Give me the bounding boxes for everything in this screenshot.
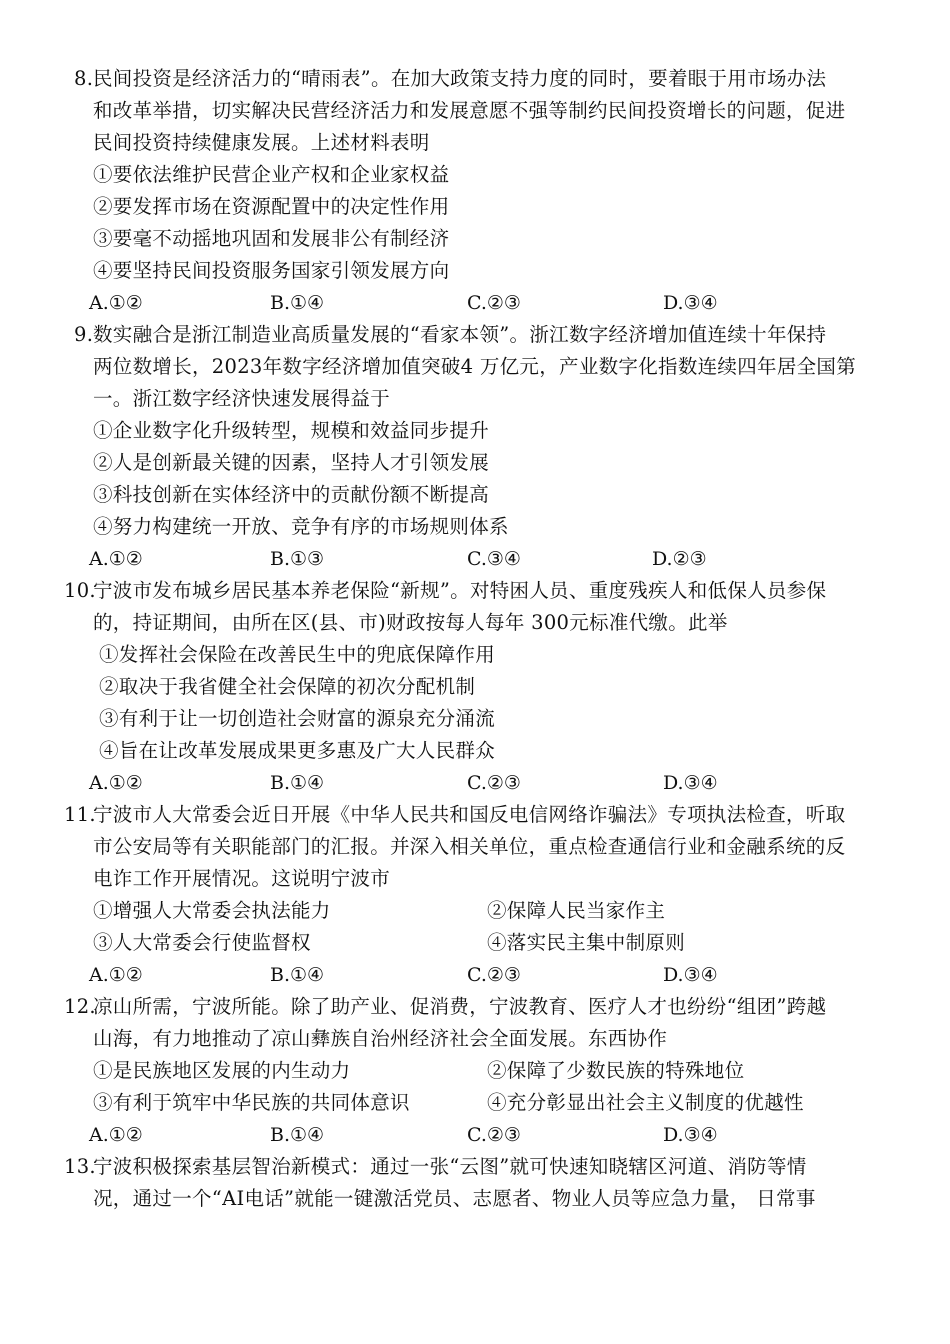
question-11-stem-line-3: 电诈工作开展情况。这说明宁波市 xyxy=(93,867,391,890)
question-9-stem-line-2: 两位数增长，2023年数字经济增加值突破4 万亿元，产业数字化指数连续四年居全国第 xyxy=(93,355,857,378)
question-11-statement-3: ③人大常委会行使监督权 xyxy=(93,931,311,954)
question-8-statement-4: ④要坚持民间投资服务国家引领发展方向 xyxy=(93,259,450,282)
question-12-option-a[interactable]: A.①② xyxy=(89,1124,143,1146)
question-11-stem-line-2: 市公安局等有关职能部门的汇报。并深入相关单位，重点检查通信行业和金融系统的反 xyxy=(93,835,846,858)
question-9-statement-1: ①企业数字化升级转型，规模和效益同步提升 xyxy=(93,419,490,442)
question-12-statement-1: ①是民族地区发展的内生动力 xyxy=(93,1059,351,1082)
question-12-number: 12. xyxy=(64,995,96,1018)
question-11-number: 11. xyxy=(64,803,96,826)
question-12-statement-4: ④充分彰显出社会主义制度的优越性 xyxy=(487,1091,804,1114)
question-8-statement-2: ②要发挥市场在资源配置中的决定性作用 xyxy=(93,195,450,218)
question-8-option-c[interactable]: C.②③ xyxy=(467,292,521,314)
question-11-option-a[interactable]: A.①② xyxy=(89,964,143,986)
question-12-statement-3: ③有利于筑牢中华民族的共同体意识 xyxy=(93,1091,410,1114)
question-9-option-a[interactable]: A.①② xyxy=(89,548,143,570)
question-11-option-c[interactable]: C.②③ xyxy=(467,964,521,986)
question-9-option-b[interactable]: B.①③ xyxy=(270,548,325,570)
question-10-number: 10. xyxy=(64,579,96,602)
question-9-option-c[interactable]: C.③④ xyxy=(467,548,521,570)
question-11-stem-line-1: 宁波市人大常委会近日开展《中华人民共和国反电信网络诈骗法》专项执法检查，听取 xyxy=(93,803,846,826)
question-12-stem-line-2: 山海，有力地推动了凉山彝族自治州经济社会全面发展。东西协作 xyxy=(93,1027,668,1050)
question-9-stem-line-1: 数实融合是浙江制造业高质量发展的“看家本领”。浙江数字经济增加值连续十年保持 xyxy=(93,323,827,346)
question-9-number: 9. xyxy=(74,323,94,346)
question-8-option-b[interactable]: B.①④ xyxy=(270,292,325,314)
question-8-stem-line-3: 民间投资持续健康发展。上述材料表明 xyxy=(93,131,430,154)
question-12-stem-line-1: 凉山所需，宁波所能。除了助产业、促消费，宁波教育、医疗人才也纷纷“组团”跨越 xyxy=(93,995,827,1018)
question-10-statement-4: ④旨在让改革发展成果更多惠及广大人民群众 xyxy=(99,739,496,762)
question-11-option-d[interactable]: D.③④ xyxy=(663,964,718,986)
question-10-statement-2: ②取决于我省健全社会保障的初次分配机制 xyxy=(99,675,476,698)
question-11-statement-4: ④落实民主集中制原则 xyxy=(487,931,686,954)
question-13-stem-line-1: 宁波积极探索基层智治新模式：通过一张“云图”就可快速知晓辖区河道、消防等情 xyxy=(93,1155,807,1178)
question-11-statement-1: ①增强人大常委会执法能力 xyxy=(93,899,331,922)
question-11-statement-2: ②保障人民当家作主 xyxy=(487,899,666,922)
question-11-option-b[interactable]: B.①④ xyxy=(270,964,325,986)
question-10-option-a[interactable]: A.①② xyxy=(89,772,143,794)
question-8-option-d[interactable]: D.③④ xyxy=(663,292,718,314)
question-13-stem-line-2: 况，通过一个“AI电话”就能一键激活党员、志愿者、物业人员等应急力量， 日常事 xyxy=(93,1187,816,1210)
question-8-stem-line-1: 民间投资是经济活力的“晴雨表”。在加大政策支持力度的同时，要着眼于用市场办法 xyxy=(93,67,827,90)
question-10-stem-line-1: 宁波市发布城乡居民基本养老保险“新规”。对特困人员、重度残疾人和低保人员参保 xyxy=(93,579,827,602)
question-9-option-d[interactable]: D.②③ xyxy=(652,548,707,570)
question-12-option-b[interactable]: B.①④ xyxy=(270,1124,325,1146)
question-8-statement-3: ③要毫不动摇地巩固和发展非公有制经济 xyxy=(93,227,450,250)
question-10-option-b[interactable]: B.①④ xyxy=(270,772,325,794)
question-8-option-a[interactable]: A.①② xyxy=(89,292,143,314)
question-10-statement-1: ①发挥社会保险在改善民生中的兜底保障作用 xyxy=(99,643,496,666)
question-9-statement-2: ②人是创新最关键的因素，坚持人才引领发展 xyxy=(93,451,490,474)
question-8-number: 8. xyxy=(74,67,94,90)
question-10-option-c[interactable]: C.②③ xyxy=(467,772,521,794)
question-12-option-d[interactable]: D.③④ xyxy=(663,1124,718,1146)
question-10-stem-line-2: 的，持证期间，由所在区(县、市)财政按每人每年 300元标准代缴。此举 xyxy=(93,611,728,634)
question-10-statement-3: ③有利于让一切创造社会财富的源泉充分涌流 xyxy=(99,707,496,730)
question-8-stem-line-2: 和改革举措，切实解决民营经济活力和发展意愿不强等制约民间投资增长的问题，促进 xyxy=(93,99,846,122)
question-8-statement-1: ①要依法维护民营企业产权和企业家权益 xyxy=(93,163,450,186)
question-9-stem-line-3: 一。浙江数字经济快速发展得益于 xyxy=(93,387,391,410)
question-9-statement-3: ③科技创新在实体经济中的贡献份额不断提高 xyxy=(93,483,490,506)
question-12-option-c[interactable]: C.②③ xyxy=(467,1124,521,1146)
question-13-number: 13. xyxy=(64,1155,96,1178)
question-10-option-d[interactable]: D.③④ xyxy=(663,772,718,794)
question-12-statement-2: ②保障了少数民族的特殊地位 xyxy=(487,1059,745,1082)
question-9-statement-4: ④努力构建统一开放、竞争有序的市场规则体系 xyxy=(93,515,509,538)
